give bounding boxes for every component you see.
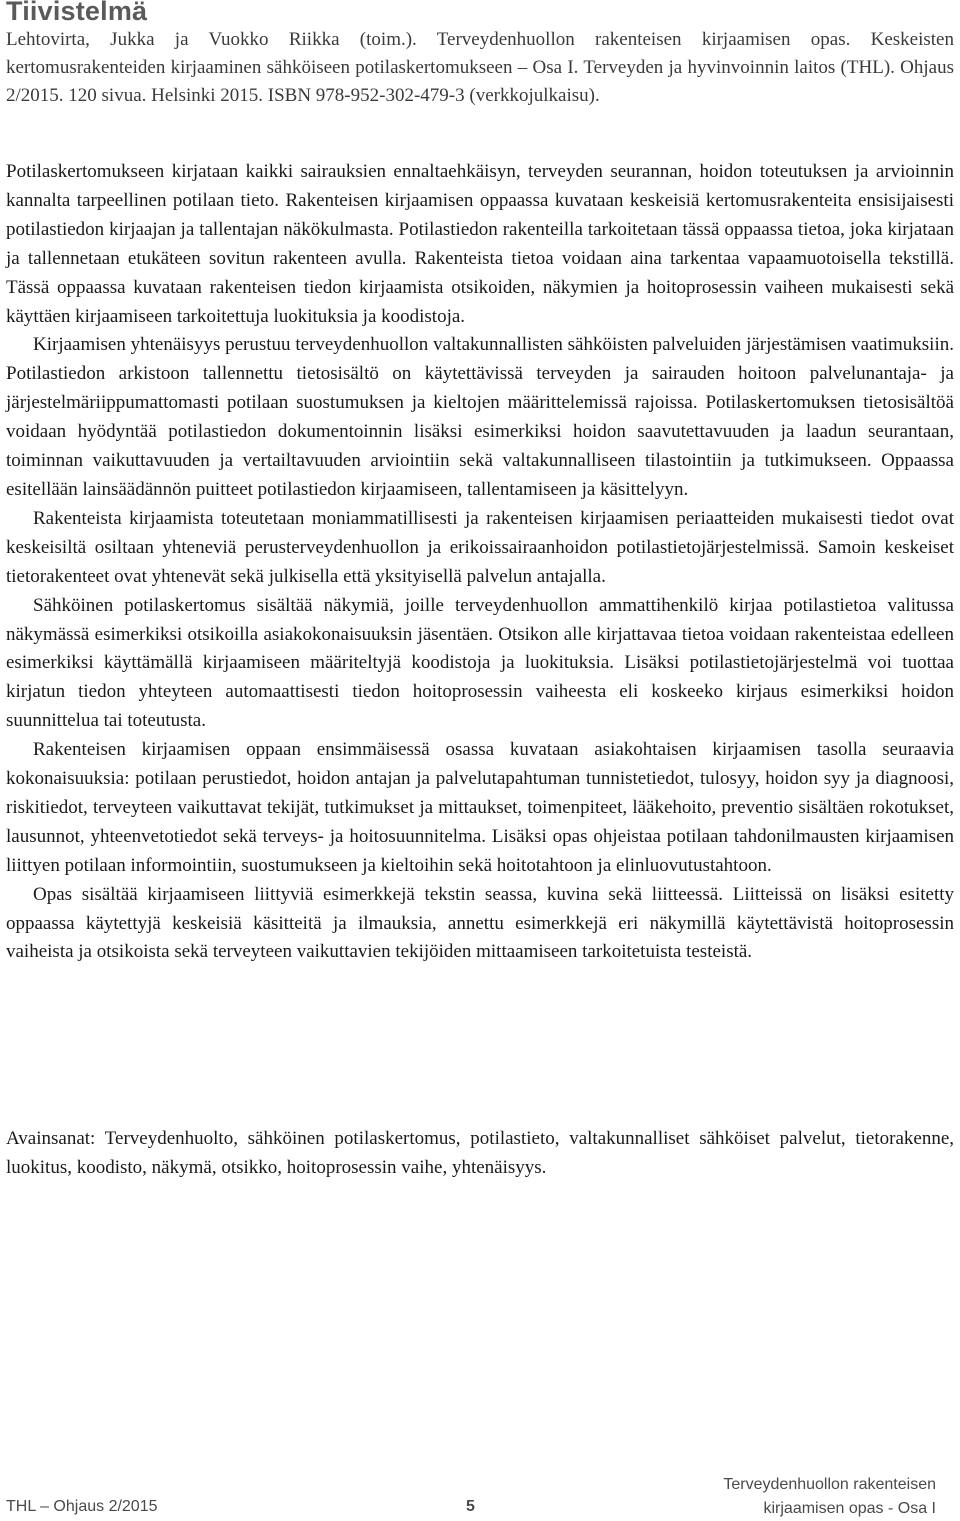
- citation: Lehtovirta, Jukka ja Vuokko Riikka (toim.). Terveydenhuollon rakenteisen kirjaamisen opas. Keskeisten kertomusrakenteiden kirjaaminen sähköiseen potilaskertomukseen – Osa I. Terveyden ja hyvinvoinnin laitos (THL). Ohjaus 2/2015. 120 sivua. Helsinki 2015. ISBN 978-952-302-479-3 (verkkojulkaisu).: [6, 29, 954, 106]
- paragraph: Sähköinen potilaskertomus sisältää näkymiä, joille terveydenhuollon ammattihenkilö kirjaa potilastietoa valitussa näkymässä esimerkiksi otsikoilla asiakokonaisuuksin jäsentäen. Otsikon alle kirjattavaa tietoa voidaan rakenteistaa edelleen esimerkiksi käyttämällä kirjaamiseen määriteltyjä koodistoja ja luokituksia. Lisäksi potilastietojärjestelmä voi tuottaa kirjatun tiedon yhteyteen automaattisesti tiedon hoitoprosessin vaiheesta eli koskeeko kirjaus esimerkiksi hoidon suunnittelua tai toteutusta.: [6, 594, 954, 732]
- paragraph: Potilaskertomukseen kirjataan kaikki sairauksien ennaltaehkäisyn, terveyden seurannan, hoidon toteutuksen ja arvioinnin kannalta tarpeellinen potilaan tieto. Rakenteisen kirjaamisen oppaassa kuvataan keskeisiä kertomusrakenteita ensisijaisesti potilastiedon kirjaajan ja tallentajan näkökulmasta. Potilastiedon rakenteilla tarkoitetaan tässä oppaassa tietoa, joka kirjataan ja tallennetaan etukäteen sovitun rakenteen avulla. Rakenteista tietoa voidaan aina tarkentaa vapaamuotoisella tekstillä. Tässä oppaassa kuvataan rakenteisen tiedon kirjaamista otsikoiden, näkymien ja hoitoprosessin vaiheen mukaisesti sekä käyttäen kirjaamiseen tarkoitettuja luokituksia ja koodistoja.: [6, 161, 954, 327]
- keywords: Avainsanat: Terveydenhuolto, sähköinen potilaskertomus, potilastieto, valtakunnalliset sähköiset palvelut, tietorakenne, luokitus, koodisto, näkymä, otsikko, hoitoprosessin vaihe, yhtenäisyys.: [6, 1128, 954, 1178]
- paragraph: Opas sisältää kirjaamiseen liittyviä esimerkkejä tekstin seassa, kuvina sekä liitteessä. Liitteissä on lisäksi esitetty oppaassa käytettyjä keskeisiä käsitteitä ja ilmauksia, annettu esimerkkejä eri näkymillä käytettävistä hoitoprosessin vaiheista ja otsikoista sekä terveyteen vaikuttavien tekijöiden mittaamiseen tarkoitetuista testeistä.: [6, 883, 954, 963]
- footer-publication: THL – Ohjaus 2/2015: [6, 1498, 158, 1515]
- abstract-body: [6, 158, 954, 967]
- paragraph: Rakenteisen kirjaamisen oppaan ensimmäisessä osassa kuvataan asiakohtaisen kirjaamisen tasolla seuraavia kokonaisuuksia: potilaan perustiedot, hoidon antajan ja palvelutapahtuman tunnistetiedot, tulosyy, hoidon syy ja diagnoosi, riskitiedot, terveyteen vaikuttavat tekijät, tutkimukset ja mittaukset, toimenpiteet, lääkehoito, preventio sisältäen rokotukset, lausunnot, yhteenvetotiedot sekä terveys- ja hoitosuunnitelma. Lisäksi opas ohjeistaa potilaan tahdonilmausten kirjaamisen liittyen potilaan informointiin, suostumukseen ja kieltoihin sekä hoitotahtoon ja elinluovutustahtoon.: [6, 739, 954, 876]
- footer-running-title: [723, 1473, 936, 1521]
- page-number: 5: [466, 1498, 475, 1515]
- footer-running-title-line1: Terveydenhuollon rakenteisen: [723, 1476, 936, 1493]
- paragraph: Rakenteista kirjaamista toteutetaan moniammatillisesti ja rakenteisen kirjaamisen periaatteiden mukaisesti tiedot ovat keskeisiltä osiltaan yhteneviä perusterveydenhuollon ja erikoissairaanhoidon potilastietojärjestelmissä. Samoin keskeiset tietorakenteet ovat yhtenevät sekä julkisella että yksityisellä palvelun antajalla.: [6, 507, 954, 587]
- paragraph: Kirjaamisen yhtenäisyys perustuu terveydenhuollon valtakunnallisten sähköisten palveluiden järjestämisen vaatimuksiin. Potilastiedon arkistoon tallennettu tietosisältö on käytettävissä terveyden ja sairauden hoitoon palvelunantaja- ja järjestelmäriippumattomasti potilaan suostumuksen ja kieltojen määrittelemissä rajoissa. Potilaskertomuksen tietosisältöä voidaan hyödyntää potilastiedon dokumentoinnin lisäksi esimerkiksi hoidon saavutettavuuden ja laadun seurantaan, toiminnan vaikuttavuuden ja vertailtavuuden arviointiin sekä valtakunnalliseen tilastointiin ja tutkimukseen. Oppaassa esitellään lainsäädännön puitteet potilastiedon kirjaamiseen, tallentamiseen ja käsittelyyn.: [6, 334, 954, 500]
- keywords-block: [6, 1124, 954, 1182]
- page-footer: [0, 1468, 960, 1517]
- page-title: Tiivistelmä: [6, 0, 148, 26]
- footer-running-title-line2: kirjaamisen opas - Osa I: [763, 1500, 936, 1517]
